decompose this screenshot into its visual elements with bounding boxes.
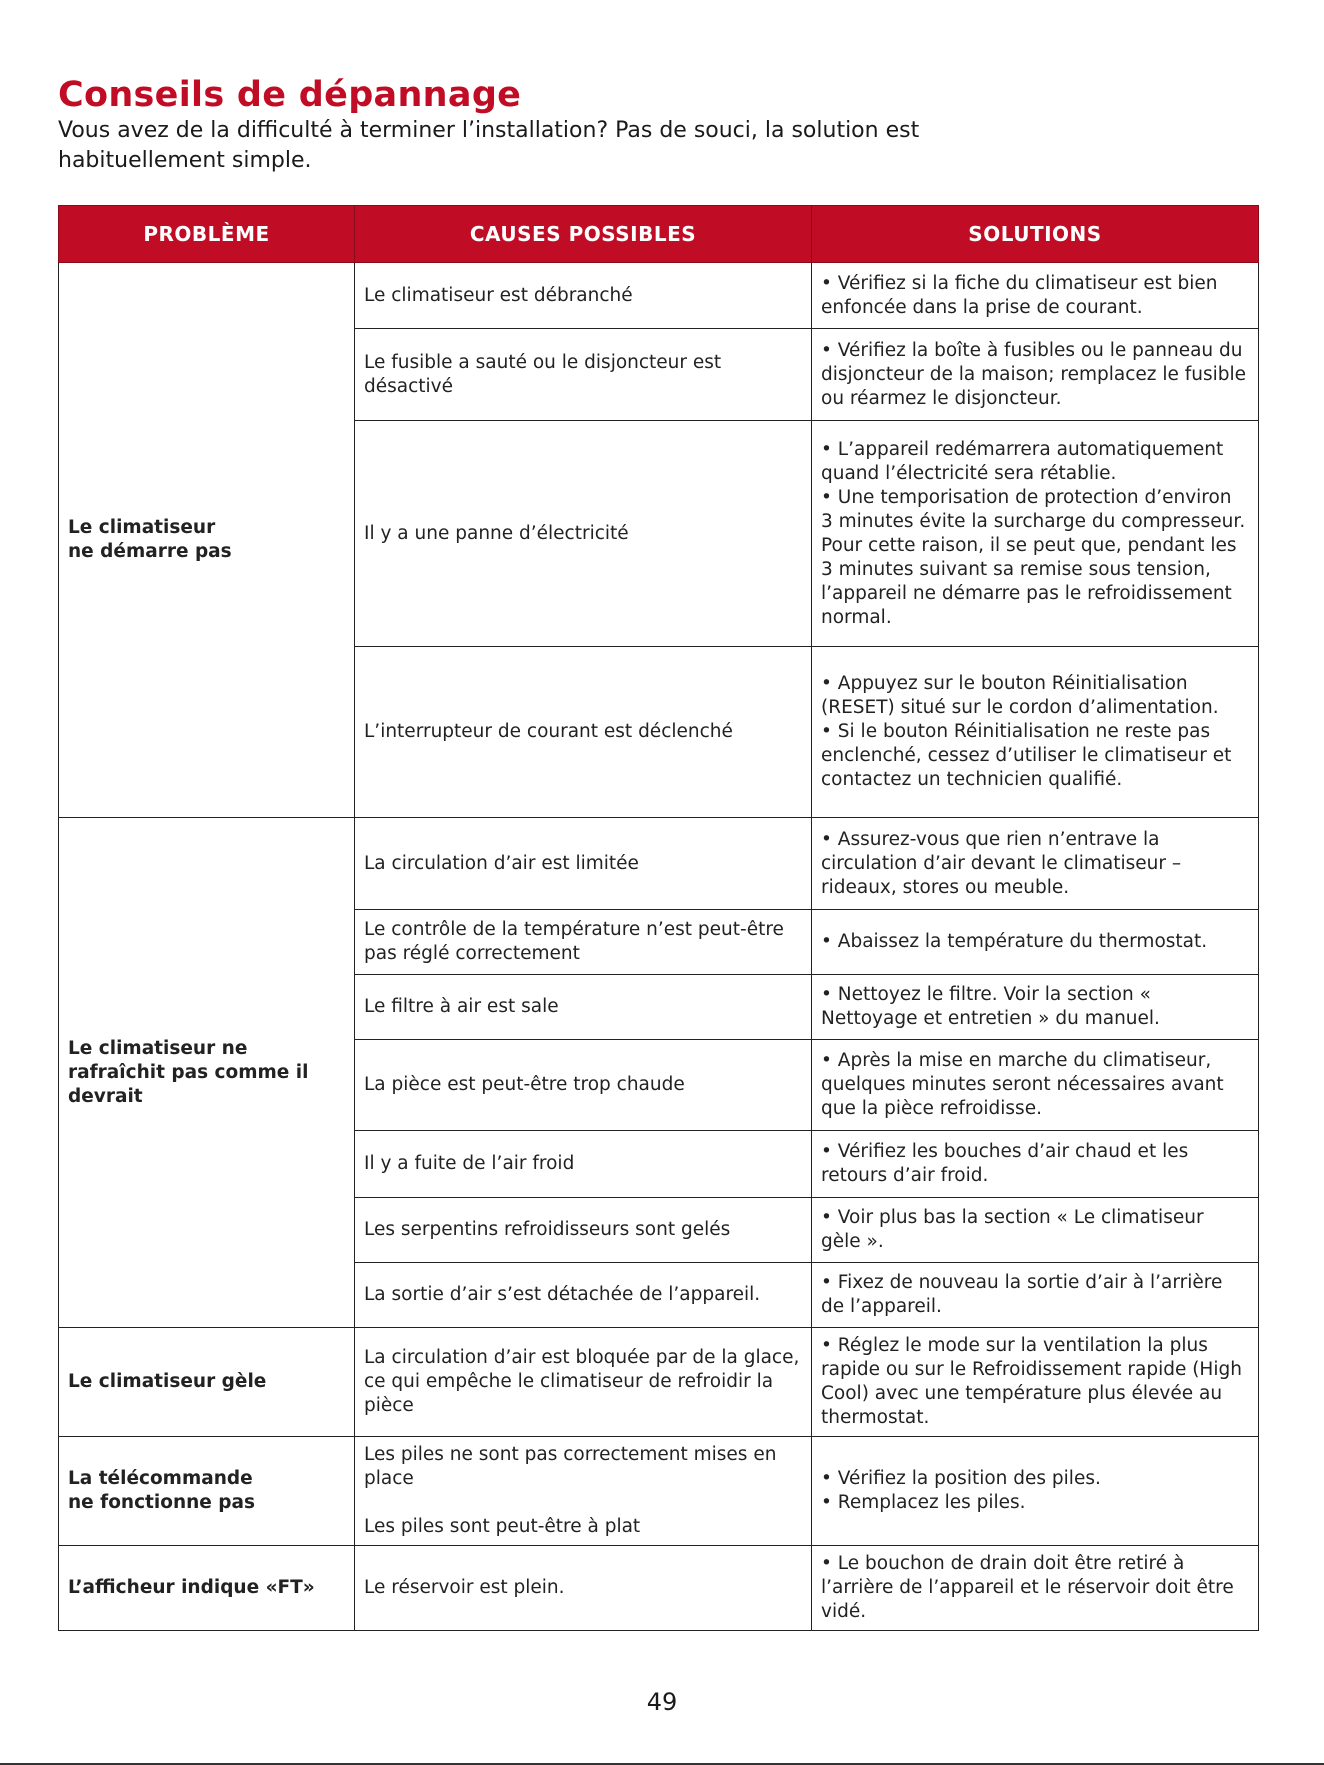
problem-line: ne démarre pas	[68, 541, 232, 562]
problem-cell	[59, 1328, 355, 1437]
cause-cell: La circulation d’air est limitée	[355, 818, 812, 910]
table-row	[59, 1437, 1259, 1546]
solution-line: • Remplacez les piles.	[821, 1492, 1026, 1513]
solution-cell	[812, 1040, 1259, 1131]
header-causes: CAUSES POSSIBLES	[355, 206, 812, 263]
problem-cell	[59, 1437, 355, 1546]
solution-cell	[812, 910, 1259, 975]
cause-cell: Le fusible a sauté ou le disjoncteur est désactivé	[355, 329, 812, 421]
solution-cell	[812, 421, 1259, 647]
solution-line: • Vérifiez si la fiche du climatiseur est bien enfoncée dans la prise de courant.	[821, 272, 1218, 318]
solution-cell	[812, 263, 1259, 329]
cause-cell: Le réservoir est plein.	[355, 1546, 812, 1631]
solution-line: • Vérifiez les bouches d’air chaud et les retours d’air froid.	[821, 1141, 1189, 1186]
problem-line: Le climatiseur ne rafraîchit pas comme il devrait	[68, 1037, 309, 1107]
cause-line: Les piles sont peut-être à plat	[364, 1516, 641, 1537]
cause-line: Les piles ne sont pas correctement mises en place	[364, 1444, 777, 1489]
solution-cell	[812, 1198, 1259, 1263]
cause-cell: Il y a fuite de l’air froid	[355, 1131, 812, 1198]
solution-line: • Appuyez sur le bouton Réinitialisation (RESET) situé sur le cordon d’alimentation.	[821, 673, 1219, 718]
table-row	[59, 1328, 1259, 1437]
cause-cell	[355, 1437, 812, 1546]
header-solutions: SOLUTIONS	[812, 206, 1259, 263]
problem-cell	[59, 263, 355, 818]
solution-line: • Vérifiez la boîte à fusibles ou le panneau du disjoncteur de la maison; remplacez le fusible ou réarmez le disjoncteur.	[821, 339, 1247, 409]
solution-line: • Nettoyez le filtre. Voir la section « Nettoyage et entretien » du manuel.	[821, 984, 1160, 1029]
solution-line: • Si le bouton Réinitialisation ne reste pas enclenché, cessez d’utiliser le climatiseur et contactez un technicien qualifié.	[821, 721, 1232, 790]
solution-cell	[812, 975, 1259, 1040]
solution-line: • L’appareil redémarrera automatiquement quand l’électricité sera rétablie.	[821, 438, 1224, 484]
intro-text: Vous avez de la difficulté à terminer l’installation? Pas de souci, la solution est habituellement simple.	[58, 118, 920, 173]
table-row	[59, 263, 1259, 329]
problem-line: Le climatiseur	[68, 517, 216, 538]
solution-cell	[812, 818, 1259, 910]
solution-line: • Réglez le mode sur la ventilation la plus rapide ou sur le Refroidissement rapide (High Cool) avec une température plus élevée au thermostat.	[821, 1335, 1242, 1428]
problem-cell	[59, 818, 355, 1328]
problem-line: La télécommande	[68, 1468, 253, 1489]
solution-cell	[812, 1131, 1259, 1198]
table-row	[59, 818, 1259, 910]
cause-cell: Il y a une panne d’électricité	[355, 421, 812, 647]
page-number: 49	[646, 1688, 678, 1716]
solution-cell	[812, 1437, 1259, 1546]
cause-cell: Le climatiseur est débranché	[355, 263, 812, 329]
problem-line: ne fonctionne pas	[68, 1492, 256, 1513]
page-title: Conseils de dépannage	[58, 75, 522, 115]
solution-line: • Après la mise en marche du climatiseur, quelques minutes seront nécessaires avant que la pièce refroidisse.	[821, 1050, 1224, 1119]
cause-cell: La circulation d’air est bloquée par de la glace, ce qui empêche le climatiseur de refroidir la pièce	[355, 1328, 812, 1437]
troubleshooting-table	[58, 205, 1259, 1631]
header-problem: PROBLÈME	[59, 206, 355, 263]
solution-line: • Vérifiez la position des piles.	[821, 1468, 1101, 1489]
table-header-row	[59, 206, 1259, 263]
problem-cell	[59, 1546, 355, 1631]
cause-cell: Le contrôle de la température n’est peut-être pas réglé correctement	[355, 910, 812, 975]
cause-cell: La sortie d’air s’est détachée de l’appareil.	[355, 1263, 812, 1328]
cause-cell: La pièce est peut-être trop chaude	[355, 1040, 812, 1131]
solution-cell	[812, 1263, 1259, 1328]
solution-line: • Le bouchon de drain doit être retiré à l’arrière de l’appareil et le réservoir doit être vidé.	[821, 1553, 1234, 1622]
table-row	[59, 1546, 1259, 1631]
solution-line: • Voir plus bas la section « Le climatiseur gèle ».	[821, 1207, 1204, 1252]
problem-line: Le climatiseur gèle	[68, 1371, 267, 1392]
solution-line: • Abaissez la température du thermostat.	[821, 931, 1208, 952]
solution-line: • Une temporisation de protection d’environ 3 minutes évite la surcharge du compresseur. Pour cette raison, il se peut que, pendant les 3 minutes suivant sa remise sous tension, l’appareil ne démarre pas le refroidissement normal.	[821, 486, 1246, 628]
solution-cell	[812, 1328, 1259, 1437]
solution-cell	[812, 329, 1259, 421]
cause-cell: L’interrupteur de courant est déclenché	[355, 647, 812, 818]
solution-line: • Assurez-vous que rien n’entrave la circulation d’air devant le climatiseur – rideaux, stores ou meuble.	[821, 828, 1182, 898]
solution-cell	[812, 1546, 1259, 1631]
cause-cell: Les serpentins refroidisseurs sont gelés	[355, 1198, 812, 1263]
problem-line: L’afficheur indique «FT»	[68, 1577, 315, 1598]
cause-cell: Le filtre à air est sale	[355, 975, 812, 1040]
solution-line: • Fixez de nouveau la sortie d’air à l’arrière de l’appareil.	[821, 1272, 1223, 1317]
solution-cell	[812, 647, 1259, 818]
